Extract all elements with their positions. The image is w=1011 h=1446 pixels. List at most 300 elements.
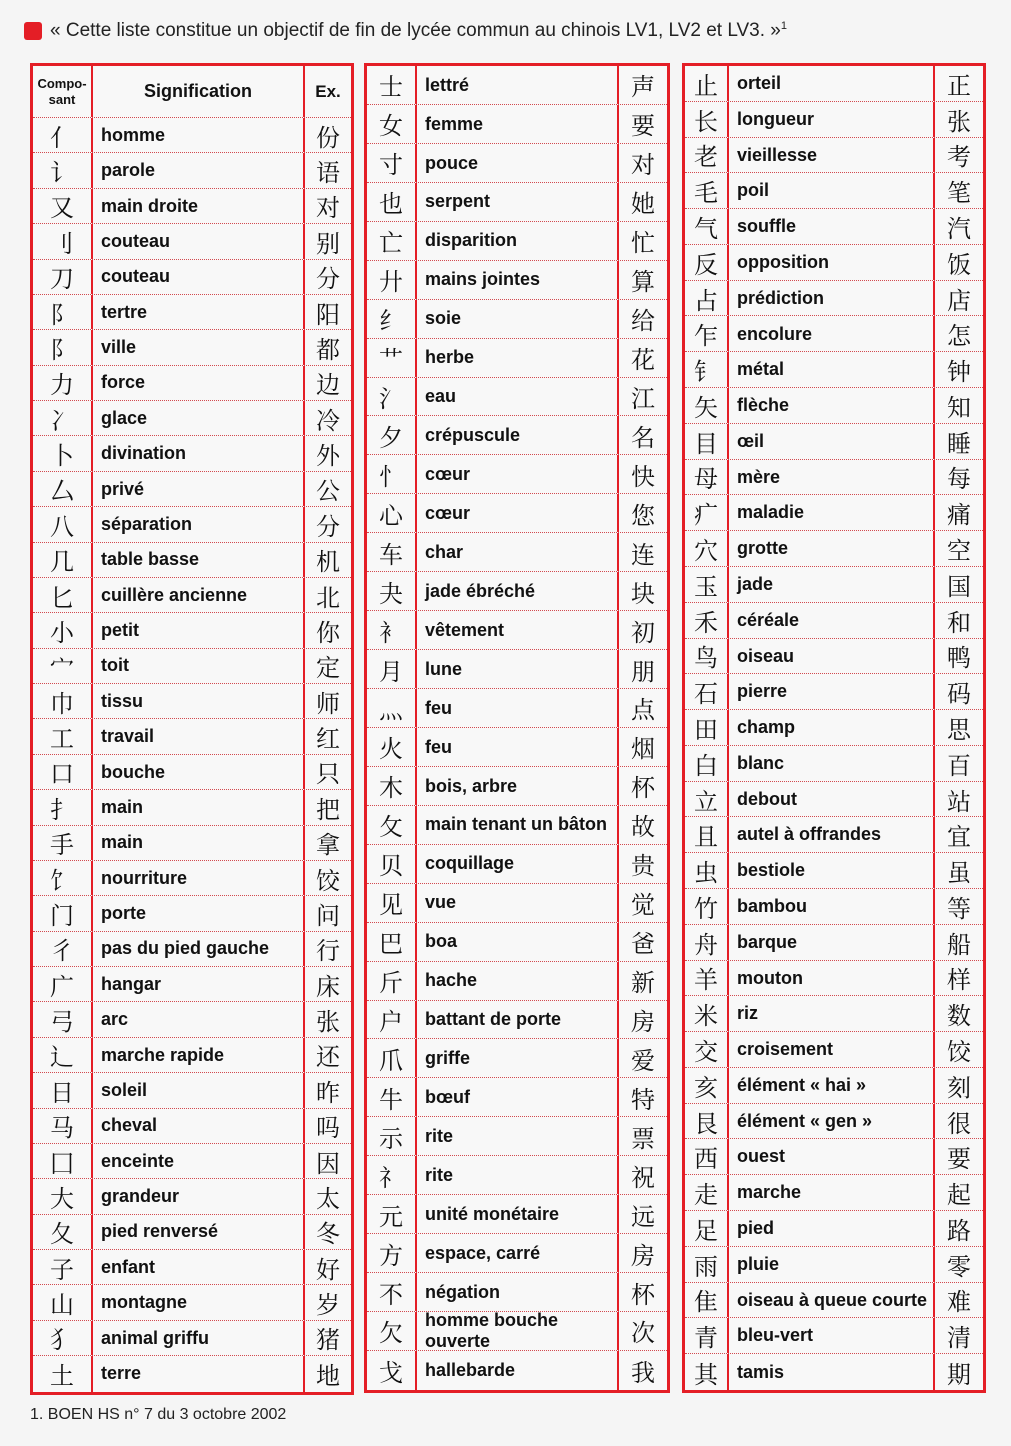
- table-row: [367, 650, 667, 689]
- meaning-text: travail: [101, 726, 155, 747]
- example-char: 忙: [617, 222, 667, 260]
- example-char: 算: [617, 261, 667, 299]
- meaning-text: couteau: [101, 266, 171, 287]
- component-char: 心: [367, 494, 417, 532]
- meaning-text: enfant: [101, 1256, 155, 1277]
- meaning-text: jade ébréché: [425, 580, 536, 601]
- example-char: 杯: [617, 1273, 667, 1311]
- example-char: 考: [933, 138, 983, 173]
- example-char: 机: [303, 543, 351, 577]
- table-row: [685, 567, 983, 603]
- meaning-text: pas du pied gauche: [101, 938, 270, 959]
- meaning-text: grotte: [737, 538, 788, 559]
- table-row: [685, 531, 983, 567]
- meaning-text: feu: [425, 736, 452, 757]
- table-row: [33, 790, 351, 825]
- table-row: [33, 118, 351, 153]
- component-char: 卜: [33, 436, 93, 470]
- meaning-text: porte: [101, 903, 146, 924]
- component-char: 工: [33, 719, 93, 753]
- example-char: 觉: [617, 884, 667, 922]
- example-char: 睡: [933, 424, 983, 459]
- component-char: 毛: [685, 173, 729, 208]
- example-char: 吗: [303, 1109, 351, 1143]
- meaning-text: nourriture: [101, 867, 188, 888]
- component-char: 老: [685, 138, 729, 173]
- component-char: 门: [33, 896, 93, 930]
- example-char: 零: [933, 1247, 983, 1282]
- component-char: 讠: [33, 153, 93, 187]
- component-char: 占: [685, 281, 729, 316]
- table-row: [367, 339, 667, 378]
- example-char: 初: [617, 611, 667, 649]
- example-char: 朋: [617, 650, 667, 688]
- component-char: 日: [33, 1073, 93, 1107]
- component-char: 巴: [367, 923, 417, 961]
- table-row: [33, 719, 351, 754]
- meaning-text: crépuscule: [425, 425, 521, 446]
- table-row: [685, 281, 983, 317]
- component-char: 八: [33, 507, 93, 541]
- table-row: [367, 494, 667, 533]
- table-row: [685, 639, 983, 675]
- meaning-text: char: [425, 541, 464, 562]
- example-char: 店: [933, 281, 983, 316]
- example-char: 阳: [303, 295, 351, 329]
- table-row: [685, 495, 983, 531]
- component-char: 艮: [685, 1104, 729, 1139]
- example-char: 数: [933, 996, 983, 1031]
- example-char: 爱: [617, 1039, 667, 1077]
- component-char: 夬: [367, 572, 417, 610]
- table-row: [33, 1073, 351, 1108]
- meaning-text: métal: [737, 359, 785, 380]
- component-char: 石: [685, 674, 729, 709]
- footnote: 1. BOEN HS n° 7 du 3 octobre 2002: [30, 1406, 287, 1423]
- example-char: 把: [303, 790, 351, 824]
- component-char: 足: [685, 1211, 729, 1246]
- table-row: [685, 388, 983, 424]
- component-char: 寸: [367, 144, 417, 182]
- example-char: 张: [933, 102, 983, 137]
- table-row: [685, 817, 983, 853]
- header-component: Compo- sant: [33, 66, 93, 117]
- table-row: [33, 507, 351, 542]
- component-char: 女: [367, 105, 417, 143]
- meaning-text: feu: [425, 697, 452, 718]
- table-row: [33, 1285, 351, 1320]
- meaning-text: bambou: [737, 896, 807, 917]
- meaning-text: arc: [101, 1009, 129, 1030]
- meaning-text: lettré: [425, 74, 470, 95]
- header-example: Ex.: [303, 66, 351, 117]
- component-char: 彳: [33, 932, 93, 966]
- table-row: [367, 767, 667, 806]
- table-row: [367, 1273, 667, 1312]
- meaning-text: lune: [425, 658, 463, 679]
- meaning-text: champ: [737, 717, 796, 738]
- meaning-text: barque: [737, 931, 798, 952]
- component-char: 欠: [367, 1312, 417, 1350]
- example-char: 爸: [617, 923, 667, 961]
- example-char: 张: [303, 1002, 351, 1036]
- meaning-text: mouton: [737, 967, 803, 988]
- example-char: 猪: [303, 1321, 351, 1355]
- meaning-text: ouest: [737, 1146, 786, 1167]
- meaning-text: cheval: [101, 1115, 158, 1136]
- component-char: 冫: [33, 401, 93, 435]
- component-char: 舟: [685, 925, 729, 960]
- example-char: 对: [617, 144, 667, 182]
- meaning-text: élément « gen »: [737, 1110, 873, 1131]
- example-char: 饭: [933, 245, 983, 280]
- example-char: 码: [933, 674, 983, 709]
- meaning-text: debout: [737, 788, 797, 809]
- component-char: 力: [33, 366, 93, 400]
- example-char: 空: [933, 531, 983, 566]
- meaning-text: élément « hai »: [737, 1074, 867, 1095]
- example-char: 快: [617, 455, 667, 493]
- table-row: [33, 826, 351, 861]
- component-char: 衤: [367, 611, 417, 649]
- table-row: [367, 884, 667, 923]
- table-row: [367, 806, 667, 845]
- example-char: 声: [617, 66, 667, 104]
- page-header: [24, 14, 994, 48]
- example-char: 只: [303, 755, 351, 789]
- table-row: [685, 782, 983, 818]
- meaning-text: souffle: [737, 216, 797, 237]
- table-row: [33, 896, 351, 931]
- table-row: [367, 300, 667, 339]
- meaning-text: unité monétaire: [425, 1203, 560, 1224]
- table-row: [33, 401, 351, 436]
- table-row: [33, 684, 351, 719]
- meaning-text: bestiole: [737, 860, 806, 881]
- example-char: 虽: [933, 853, 983, 888]
- meaning-text: cœur: [425, 502, 470, 523]
- meaning-text: négation: [425, 1281, 500, 1302]
- table-row: [33, 472, 351, 507]
- meaning-text: riz: [737, 1003, 759, 1024]
- meaning-text: parole: [101, 160, 156, 181]
- table-row: [33, 649, 351, 684]
- meaning-text: tamis: [737, 1361, 785, 1382]
- meaning-text: pouce: [425, 152, 479, 173]
- component-char: 艹: [367, 339, 417, 377]
- components-table-3: [682, 63, 986, 1393]
- meaning-text: main tenant un bâton: [425, 814, 607, 835]
- component-char: 弓: [33, 1002, 93, 1036]
- component-char: 矢: [685, 388, 729, 423]
- table-row: [685, 209, 983, 245]
- meaning-text: homme bouche ouverte: [425, 1310, 559, 1351]
- meaning-text: espace, carré: [425, 1242, 541, 1263]
- meaning-text: œil: [737, 430, 764, 451]
- example-char: 花: [617, 339, 667, 377]
- example-char: 百: [933, 746, 983, 781]
- meaning-text: hallebarde: [425, 1360, 516, 1381]
- table-row: [367, 66, 667, 105]
- example-char: 等: [933, 889, 983, 924]
- example-char: 房: [617, 1001, 667, 1039]
- table-row: [367, 222, 667, 261]
- example-char: 师: [303, 684, 351, 718]
- component-char: 见: [367, 884, 417, 922]
- component-char: 车: [367, 533, 417, 571]
- table-row: [367, 1156, 667, 1195]
- component-char: 牛: [367, 1078, 417, 1116]
- component-char: 士: [367, 66, 417, 104]
- component-char: 灬: [367, 689, 417, 727]
- example-char: 怎: [933, 316, 983, 351]
- meaning-text: glace: [101, 407, 148, 428]
- meaning-text: autel à offrandes: [737, 824, 882, 845]
- example-char: 国: [933, 567, 983, 602]
- example-char: 知: [933, 388, 983, 423]
- meaning-text: soleil: [101, 1079, 148, 1100]
- component-char: 手: [33, 826, 93, 860]
- example-char: 江: [617, 378, 667, 416]
- table-row: [685, 1032, 983, 1068]
- meaning-text: marche rapide: [101, 1044, 225, 1065]
- component-char: 几: [33, 543, 93, 577]
- component-char: 羊: [685, 961, 729, 996]
- table-row: [367, 261, 667, 300]
- table-row: [367, 1117, 667, 1156]
- example-char: 每: [933, 460, 983, 495]
- meaning-text: table basse: [101, 549, 200, 570]
- table-row: [33, 1179, 351, 1214]
- meaning-text: tissu: [101, 690, 144, 711]
- table-row: [33, 1038, 351, 1073]
- table-row: [367, 689, 667, 728]
- component-char: 隹: [685, 1283, 729, 1318]
- component-char: 白: [685, 746, 729, 781]
- header-meaning: Signification: [144, 81, 252, 102]
- component-char: 忄: [367, 455, 417, 493]
- table-row: [685, 1283, 983, 1319]
- table-row: [367, 105, 667, 144]
- component-char: 交: [685, 1032, 729, 1067]
- component-char: 且: [685, 817, 729, 852]
- table-row: [685, 424, 983, 460]
- header-quote: [50, 20, 787, 42]
- component-char: 夕: [367, 416, 417, 454]
- component-char: 山: [33, 1285, 93, 1319]
- component-char: 大: [33, 1179, 93, 1213]
- table-row: [33, 578, 351, 613]
- component-char: 雨: [685, 1247, 729, 1282]
- table-row: [685, 1247, 983, 1283]
- table-row: [685, 603, 983, 639]
- table-row: [367, 1351, 667, 1390]
- meaning-text: soie: [425, 308, 462, 329]
- component-char: 疒: [685, 495, 729, 530]
- table-row: [367, 962, 667, 1001]
- component-char: 示: [367, 1117, 417, 1155]
- meaning-text: vêtement: [425, 619, 505, 640]
- example-char: 房: [617, 1234, 667, 1272]
- component-char: 夂: [33, 1215, 93, 1249]
- table-row: [33, 1321, 351, 1356]
- table-row: [367, 1078, 667, 1117]
- meaning-text: homme: [101, 124, 166, 145]
- component-char: 马: [33, 1109, 93, 1143]
- table-row: [367, 1039, 667, 1078]
- meaning-text: cuillère ancienne: [101, 584, 248, 605]
- table-row: [367, 1312, 667, 1351]
- example-char: 名: [617, 416, 667, 454]
- table-row: [33, 1215, 351, 1250]
- meaning-text: disparition: [425, 230, 518, 251]
- table-row: [685, 460, 983, 496]
- example-char: 起: [933, 1175, 983, 1210]
- meaning-text: oiseau: [737, 645, 795, 666]
- component-char: 贝: [367, 845, 417, 883]
- table-row: [33, 189, 351, 224]
- meaning-text: vieillesse: [737, 144, 818, 165]
- example-char: 我: [617, 1351, 667, 1390]
- table-row: [685, 925, 983, 961]
- table-row: [367, 378, 667, 417]
- component-char: 田: [685, 710, 729, 745]
- component-char: 火: [367, 728, 417, 766]
- example-char: 新: [617, 962, 667, 1000]
- components-table-2: [364, 63, 670, 1393]
- table-row: [367, 611, 667, 650]
- component-char: 廾: [367, 261, 417, 299]
- table-row: [33, 224, 351, 259]
- example-char: 票: [617, 1117, 667, 1155]
- meaning-text: herbe: [425, 347, 475, 368]
- component-char: 木: [367, 767, 417, 805]
- meaning-text: force: [101, 372, 146, 393]
- example-char: 份: [303, 118, 351, 152]
- example-char: 站: [933, 782, 983, 817]
- table-row: [685, 138, 983, 174]
- table-row: [685, 961, 983, 997]
- table-row: [685, 996, 983, 1032]
- table-row: [33, 1109, 351, 1144]
- table-row: [685, 1068, 983, 1104]
- table-row: [685, 66, 983, 102]
- meaning-text: marche: [737, 1182, 802, 1203]
- meaning-text: coquillage: [425, 853, 515, 874]
- component-char: 刂: [33, 224, 93, 258]
- table-row: [367, 1234, 667, 1273]
- meaning-text: jade: [737, 573, 774, 594]
- table-row: [33, 436, 351, 471]
- table-row: [33, 967, 351, 1002]
- example-char: 祝: [617, 1156, 667, 1194]
- component-char: 米: [685, 996, 729, 1031]
- example-char: 故: [617, 806, 667, 844]
- meaning-text: bois, arbre: [425, 775, 518, 796]
- table-row: [685, 853, 983, 889]
- example-char: 要: [933, 1139, 983, 1174]
- example-char: 清: [933, 1318, 983, 1353]
- example-char: 特: [617, 1078, 667, 1116]
- component-char: 不: [367, 1273, 417, 1311]
- table-row: [685, 1139, 983, 1175]
- example-char: 分: [303, 260, 351, 294]
- table-row: [367, 572, 667, 611]
- meaning-text: main: [101, 796, 144, 817]
- meaning-text: couteau: [101, 230, 171, 251]
- component-char: 广: [33, 967, 93, 1001]
- component-char: 囗: [33, 1144, 93, 1178]
- component-char: 口: [33, 755, 93, 789]
- example-char: 笔: [933, 173, 983, 208]
- example-char: 行: [303, 932, 351, 966]
- meaning-text: toit: [101, 655, 129, 676]
- example-char: 岁: [303, 1285, 351, 1319]
- component-char: 西: [685, 1139, 729, 1174]
- table-row: [685, 316, 983, 352]
- example-char: 公: [303, 472, 351, 506]
- example-char: 北: [303, 578, 351, 612]
- component-char: 氵: [367, 378, 417, 416]
- table-row: [33, 543, 351, 578]
- footnote-ref: 1: [780, 19, 787, 32]
- meaning-text: croisement: [737, 1039, 834, 1060]
- example-char: 红: [303, 719, 351, 753]
- component-char: 又: [33, 189, 93, 223]
- example-char: 烟: [617, 728, 667, 766]
- table-row: [685, 1175, 983, 1211]
- component-char: 戈: [367, 1351, 417, 1390]
- meaning-text: montagne: [101, 1292, 188, 1313]
- meaning-text: battant de porte: [425, 1009, 562, 1030]
- meaning-text: main: [101, 832, 144, 853]
- components-table-1: [30, 63, 354, 1395]
- component-char: 母: [685, 460, 729, 495]
- table-row: [367, 1001, 667, 1040]
- example-char: 要: [617, 105, 667, 143]
- component-char: 攵: [367, 806, 417, 844]
- meaning-text: pierre: [737, 681, 788, 702]
- example-char: 问: [303, 896, 351, 930]
- meaning-text: cœur: [425, 464, 470, 484]
- meaning-text: prédiction: [737, 287, 825, 308]
- example-char: 痛: [933, 495, 983, 530]
- component-char: 穴: [685, 531, 729, 566]
- example-char: 路: [933, 1211, 983, 1246]
- table-row: [367, 923, 667, 962]
- example-char: 因: [303, 1144, 351, 1178]
- example-char: 饺: [933, 1032, 983, 1067]
- meaning-text: eau: [425, 386, 457, 407]
- example-char: 难: [933, 1283, 983, 1318]
- meaning-text: maladie: [737, 502, 805, 523]
- component-char: 宀: [33, 649, 93, 683]
- component-char: 土: [33, 1356, 93, 1391]
- component-char: 饣: [33, 861, 93, 895]
- example-char: 思: [933, 710, 983, 745]
- component-char: 匕: [33, 578, 93, 612]
- example-char: 还: [303, 1038, 351, 1072]
- component-char: 其: [685, 1354, 729, 1390]
- meaning-text: poil: [737, 180, 769, 201]
- table-row: [685, 352, 983, 388]
- component-char: 也: [367, 183, 417, 221]
- example-char: 很: [933, 1104, 983, 1139]
- example-char: 期: [933, 1354, 983, 1390]
- meaning-text: main droite: [101, 195, 199, 216]
- example-char: 贵: [617, 845, 667, 883]
- component-char: 小: [33, 613, 93, 647]
